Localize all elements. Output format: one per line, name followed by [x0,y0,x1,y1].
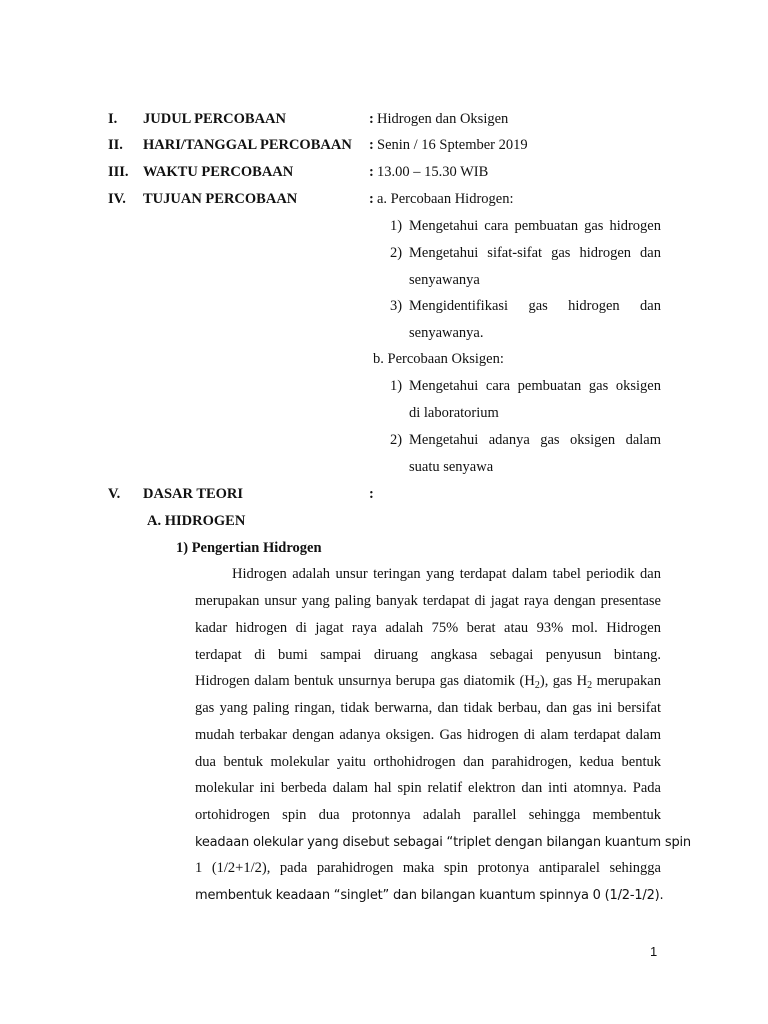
list-item-text-continued: senyawanya. [409,325,484,341]
row-number: II. [108,137,123,153]
row-colon: : [369,164,374,180]
row-title: HARI/TANGGAL PERCOBAAN [143,137,352,153]
row-title: WAKTU PERCOBAAN [143,164,294,180]
row-colon: : [369,191,374,207]
list-item-text-continued: senyawanya [409,272,480,288]
row-value: Senin / 16 Sptember 2019 [377,137,528,153]
list-item-text-continued: di laboratorium [409,405,499,421]
row-title: JUDUL PERCOBAAN [143,111,286,127]
paragraph-line-with-formula [195,673,661,690]
subscript: 2 [534,680,540,691]
text-run: ), gas H [539,673,588,689]
row-title: TUJUAN PERCOBAAN [143,191,298,207]
paragraph-line: dua bentuk molekular yaitu orthohidrogen dan parahidrogen, kedua bentuk [195,754,661,770]
paragraph-line: membentuk keadaan “singlet” dan bilangan kuantum spinnya 0 (1/2-1/2). [195,888,664,903]
paragraph-line: terdapat di bumi sampai diruang angkasa sebagai penyusun bintang. [195,647,661,663]
list-item-number: 2) [390,432,403,448]
list-item-number: 1) [390,378,403,394]
paragraph-line: kadar hidrogen di jagat raya adalah 75% berat atau 93% mol. Hidrogen [195,620,661,636]
section-colon: : [369,486,374,502]
list-item-text-continued: suatu senyawa [409,459,494,475]
text-run: merupakan [592,673,661,689]
list-item-number: 3) [390,298,403,314]
row-number: IV. [108,191,126,207]
paragraph-line: mudah terbakar dengan adanya oksigen. Gas hidrogen di alam terdapat dalam [195,727,661,743]
paragraph-line: Hidrogen adalah unsur teringan yang terdapat dalam tabel periodik dan [232,566,661,582]
row-colon: : [369,137,374,153]
list-item-text: Mengidentifikasi gas hidrogen dan [409,298,661,314]
subscript: 2 [587,680,593,691]
row-number: III. [108,164,129,180]
text-run: Hidrogen dalam bentuk unsurnya berupa gas diatomik (H [195,673,535,689]
section-title: DASAR TEORI [143,486,244,502]
oksigen-heading: b. Percobaan Oksigen: [373,351,504,367]
row-number: I. [108,111,118,127]
list-item-text: Mengetahui cara pembuatan gas oksigen [409,378,661,394]
row-value: Hidrogen dan Oksigen [377,111,509,127]
row-colon: : [369,111,374,127]
list-item-text: Mengetahui adanya gas oksigen dalam [409,432,661,448]
list-item-number: 2) [390,245,403,261]
paragraph-line: ortohidrogen spin dua protonnya adalah parallel sehingga membentuk [195,807,661,823]
row-value: a. Percobaan Hidrogen: [377,191,514,207]
paragraph-line: gas yang paling ringan, tidak berwarna, dan tidak berbau, dan gas ini bersifat [195,700,661,716]
row-value: 13.00 – 15.30 WIB [377,164,489,180]
section-number: V. [108,486,121,502]
page-number: 1 [650,944,658,959]
paragraph-line: molekular ini berbeda dalam hal spin relatif elektron dan inti atomnya. Pada [195,780,661,796]
paragraph-line: keadaan olekular yang disebut sebagai “triplet dengan bilangan kuantum spin [195,835,691,850]
subsection-heading: A. HIDROGEN [147,513,246,529]
list-item-text: Mengetahui sifat-sifat gas hidrogen dan [409,245,661,261]
paragraph-line: 1 (1/2+1/2), pada parahidrogen maka spin protonya antiparalel sehingga [195,860,661,876]
list-item-number: 1) [390,218,403,234]
subsubsection-heading: 1) Pengertian Hidrogen [176,540,322,556]
list-item-text: Mengetahui cara pembuatan gas hidrogen [409,218,661,234]
paragraph-line: merupakan unsur yang paling banyak terdapat di jagat raya dengan presentase [195,593,661,609]
